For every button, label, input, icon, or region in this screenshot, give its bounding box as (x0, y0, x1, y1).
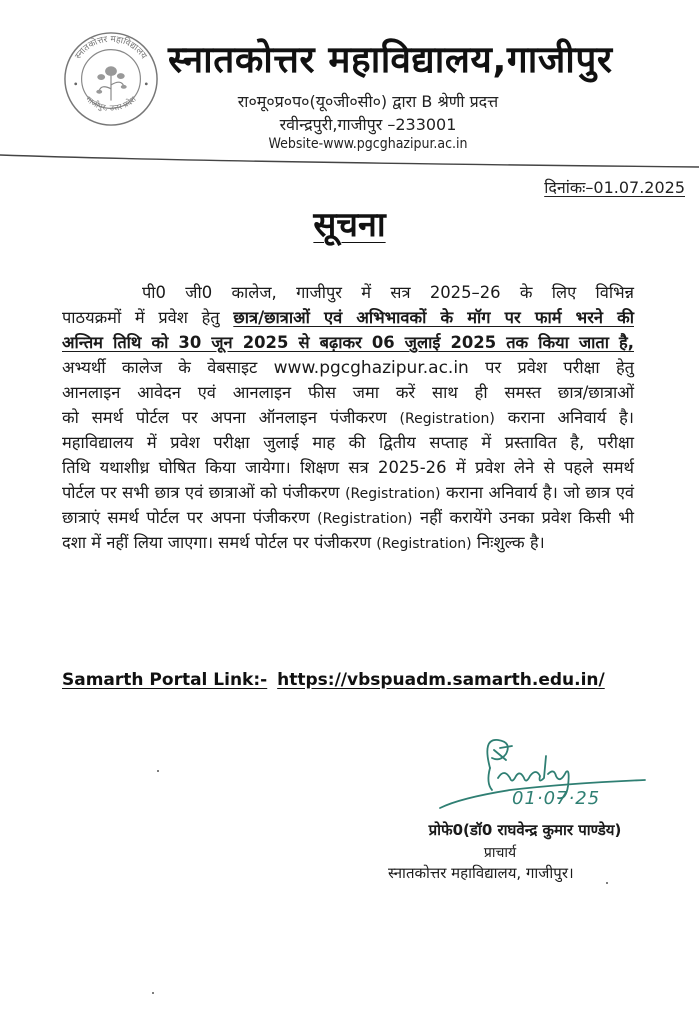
signature-date: 01·07·25 (512, 788, 601, 809)
body-text-segment: तिथि यथाशीध्र घोषित किया जायेगा। शिक्षण सत्र 2025-26 में प्रवेश लेने से पहले समर्थ (62, 458, 634, 477)
college-address: रवीन्द्रपुरी,गाजीपुर –233001 (279, 115, 457, 134)
seal-ring-text-bottom: गाजीपुर, उत्तर प्रदेश (84, 94, 138, 113)
college-recognition: रा०मू०प्र०प०(यू०जी०सी०) द्वारा B श्रेणी प्रदत्त (237, 92, 499, 111)
scan-speck (606, 882, 608, 884)
notice-title (0, 200, 699, 246)
body-line (62, 280, 634, 305)
body-text-segment: पाठयक्रमों में प्रवेश हेतु (62, 308, 234, 327)
signer-name: प्रोफे0(डॉ0 राघवेन्द्र कुमार पाण्डेय) (428, 821, 622, 839)
body-line (62, 430, 634, 455)
header-divider (0, 152, 699, 172)
college-seal-icon (62, 30, 160, 128)
body-text-segment: आनलाइन आवेदन एवं आनलाइन फीस जमा करें साथ ही समस्त छात्र/छात्राओं (62, 383, 634, 402)
body-line (62, 380, 634, 405)
deadline-emphasis: अन्तिम तिथि को 30 जून 2025 से बढ़ाकर 06 जुलाई 2025 तक किया जाता है, (62, 333, 634, 352)
portal-link-url[interactable]: https://vbspuadm.samarth.edu.in/ (277, 670, 605, 690)
body-text-segment: महाविद्यालय में प्रवेश परीक्षा जुलाई माह की द्वितीय सप्ताह में प्रस्तावित है, परीक्षा (62, 433, 634, 452)
scan-speck (152, 992, 154, 994)
signer-designation: प्राचार्य (483, 845, 517, 861)
body-line (62, 505, 634, 530)
body-line (62, 355, 634, 380)
college-website[interactable]: Website-www.pgcghazipur.ac.in (268, 136, 468, 152)
registration-term: (Registration) (399, 411, 495, 427)
registration-term: (Registration) (376, 536, 472, 552)
body-text-segment: दशा में नहीं लिया जाएगा। समर्थ पोर्टल पर पंजीकरण (62, 533, 377, 552)
body-text-segment: को समर्थ पोर्टल पर अपना ऑनलाइन पंजीकरण (62, 408, 400, 427)
body-text-segment: पर प्रवेश परीक्षा हेतु (468, 358, 634, 377)
body-text-segment: पी0 जी0 कालेज, गाजीपुर में सत्र 2025–26 के लिए विभिन्न (142, 283, 634, 302)
body-line (62, 305, 634, 330)
deadline-emphasis: छात्र/छात्राओं एवं अभिभावकों के मॉग पर फार्म भरने की (233, 308, 634, 327)
svg-text:स्नातकोत्तर महाविद्यालय (74, 35, 149, 62)
body-text-segment: छात्राएं समर्थ पोर्टल पर अपना पंजीकरण (62, 508, 318, 527)
body-text-segment: पोर्टल पर सभी छात्र एवं छात्राओं को पंजीकरण (62, 483, 346, 502)
notice-title-text: सूचना (313, 205, 386, 245)
body-text-segment: नहीं करायेंगे उनका प्रवेश किसी भी (412, 508, 634, 527)
registration-term: (Registration) (317, 511, 413, 527)
portal-link-label: Samarth Portal Link:- (62, 670, 268, 690)
seal-ring-text-top: स्नातकोत्तर महाविद्यालय (73, 34, 149, 62)
notice-date: दिनांकः–01.07.2025 (544, 178, 685, 197)
body-text-segment: कराना अनिवार्य है। जो छात्र एवं (440, 483, 634, 502)
scan-speck (157, 770, 159, 772)
registration-term: (Registration) (345, 486, 441, 502)
body-line (62, 480, 634, 505)
college-name: स्नातकोत्तर महाविद्यालय,गाजीपुर (168, 38, 613, 81)
body-line (62, 530, 634, 555)
samarth-portal-link-row (62, 670, 605, 690)
body-line (62, 455, 634, 480)
body-text-segment: अभ्यर्थी कालेज के वेबसाइट (62, 358, 274, 377)
website-link[interactable]: www.pgcghazipur.ac.in (273, 358, 469, 378)
body-text-segment: कराना अनिवार्य है। (494, 408, 634, 427)
body-text-segment: निःशुल्क है। (471, 533, 545, 552)
body-line (62, 405, 634, 430)
body-line (62, 330, 634, 355)
signer-institution: स्नातकोत्तर महाविद्यालय, गाजीपुर। (388, 864, 574, 882)
notice-body (62, 280, 634, 555)
